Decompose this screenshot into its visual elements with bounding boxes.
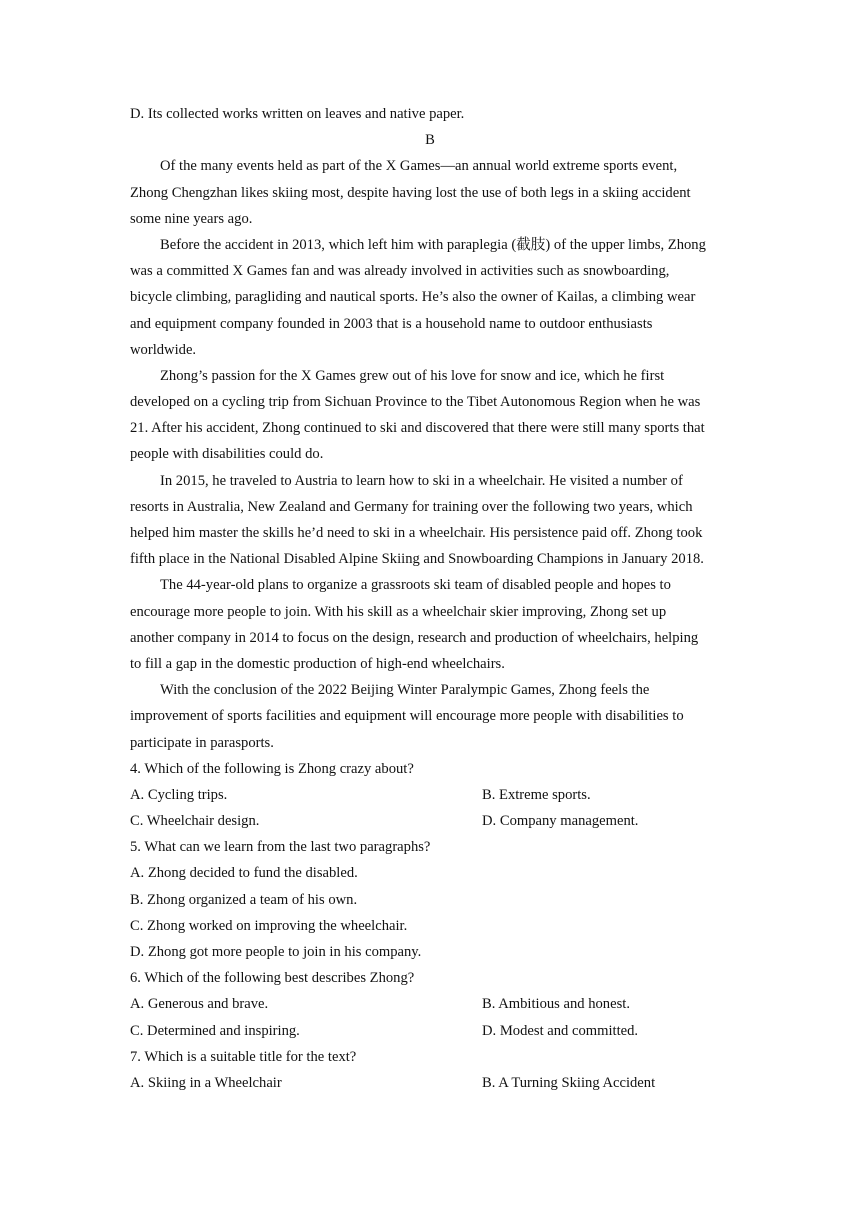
answer-option: C. Zhong worked on improving the wheelchair. [130,917,408,934]
answer-option: B. Ambitious and honest. [482,996,630,1013]
question-stem: 5. What can we learn from the last two paragraphs? [130,839,431,856]
answer-option: D. Zhong got more people to join in his company. [130,944,422,960]
passage-line: and equipment company founded in 2003 that is a household name to outdoor enthusiasts [130,315,653,332]
passage-line: bicycle climbing, paragliding and nautical sports. He’s also the owner of Kailas, a climbing wear [130,289,696,306]
passage-line: developed on a cycling trip from Sichuan Province to the Tibet Autonomous Region when he was [130,394,701,411]
passage-line: encourage more people to join. With his skill as a wheelchair skier improving, Zhong set up [130,603,667,620]
question-stem: 6. Which of the following best describes Zhong? [130,970,415,987]
passage-line: Before the accident in 2013, which left him with paraplegia (截肢) of the upper limbs, Zhong [160,236,706,253]
question-block [130,1044,730,1096]
question-block [130,756,730,835]
option-row [130,991,730,1017]
previous-option-d: D. Its collected works written on leaves and native paper. [130,106,465,122]
passage-line: fifth place in the National Disabled Alpine Skiing and Snowboarding Champions in January 2018. [130,551,704,568]
option-row [130,808,730,834]
question-stem: 7. Which is a suitable title for the text? [130,1048,357,1065]
passage-line: was a committed X Games fan and was already involved in activities such as snowboarding, [130,263,670,280]
passage-line: resorts in Australia, New Zealand and Germany for training over the following two years, which [130,498,693,515]
passage [130,153,730,755]
passage-line: In 2015, he traveled to Austria to learn how to ski in a wheelchair. He visited a number of [160,472,683,489]
question-stem: 4. Which of the following is Zhong crazy about? [130,760,414,777]
passage-line: The 44-year-old plans to organize a grassroots ski team of disabled people and hopes to [160,577,671,594]
passage-line: With the conclusion of the 2022 Beijing Winter Paralympic Games, Zhong feels the [160,682,650,699]
document-page [130,101,730,1096]
passage-line: helped him master the skills he’d need to ski in a wheelchair. His persistence paid off. Zhong took [130,525,703,541]
answer-option: C. Wheelchair design. [130,813,260,830]
question-block [130,965,730,1044]
passage-line: 21. After his accident, Zhong continued to ski and discovered that there were still many sports that [130,420,705,437]
passage-line: some nine years ago. [130,210,253,227]
answer-option: D. Company management. [482,813,639,830]
section-label: B [425,132,435,149]
option-row [130,1018,730,1044]
passage-line: to fill a gap in the domestic production of high-end wheelchairs. [130,655,505,672]
option-row [130,1070,730,1096]
passage-line: improvement of sports facilities and equipment will encourage more people with disabilities to [130,708,684,725]
answer-option: A. Zhong decided to fund the disabled. [130,865,358,882]
option-row [130,782,730,808]
passage-line: Of the many events held as part of the X Games—an annual world extreme sports event, [160,158,678,175]
passage-line: people with disabilities could do. [130,446,324,463]
answer-option: A. Generous and brave. [130,996,269,1013]
answer-option: C. Determined and inspiring. [130,1022,300,1039]
passage-line: Zhong’s passion for the X Games grew out of his love for snow and ice, which he first [160,367,665,384]
questions [130,756,730,1096]
answer-option: B. Zhong organized a team of his own. [130,891,358,908]
passage-line: worldwide. [130,341,197,358]
answer-option: B. Extreme sports. [482,786,591,803]
answer-option: A. Skiing in a Wheelchair [130,1074,282,1091]
question-block [130,834,730,965]
passage-line: participate in parasports. [130,734,274,751]
passage-line: another company in 2014 to focus on the design, research and production of wheelchairs, helping [130,629,699,646]
passage-line: Zhong Chengzhan likes skiing most, despite having lost the use of both legs in a skiing accident [130,184,691,201]
answer-option: B. A Turning Skiing Accident [482,1074,656,1091]
answer-option: A. Cycling trips. [130,786,228,803]
answer-option: D. Modest and committed. [482,1022,639,1039]
